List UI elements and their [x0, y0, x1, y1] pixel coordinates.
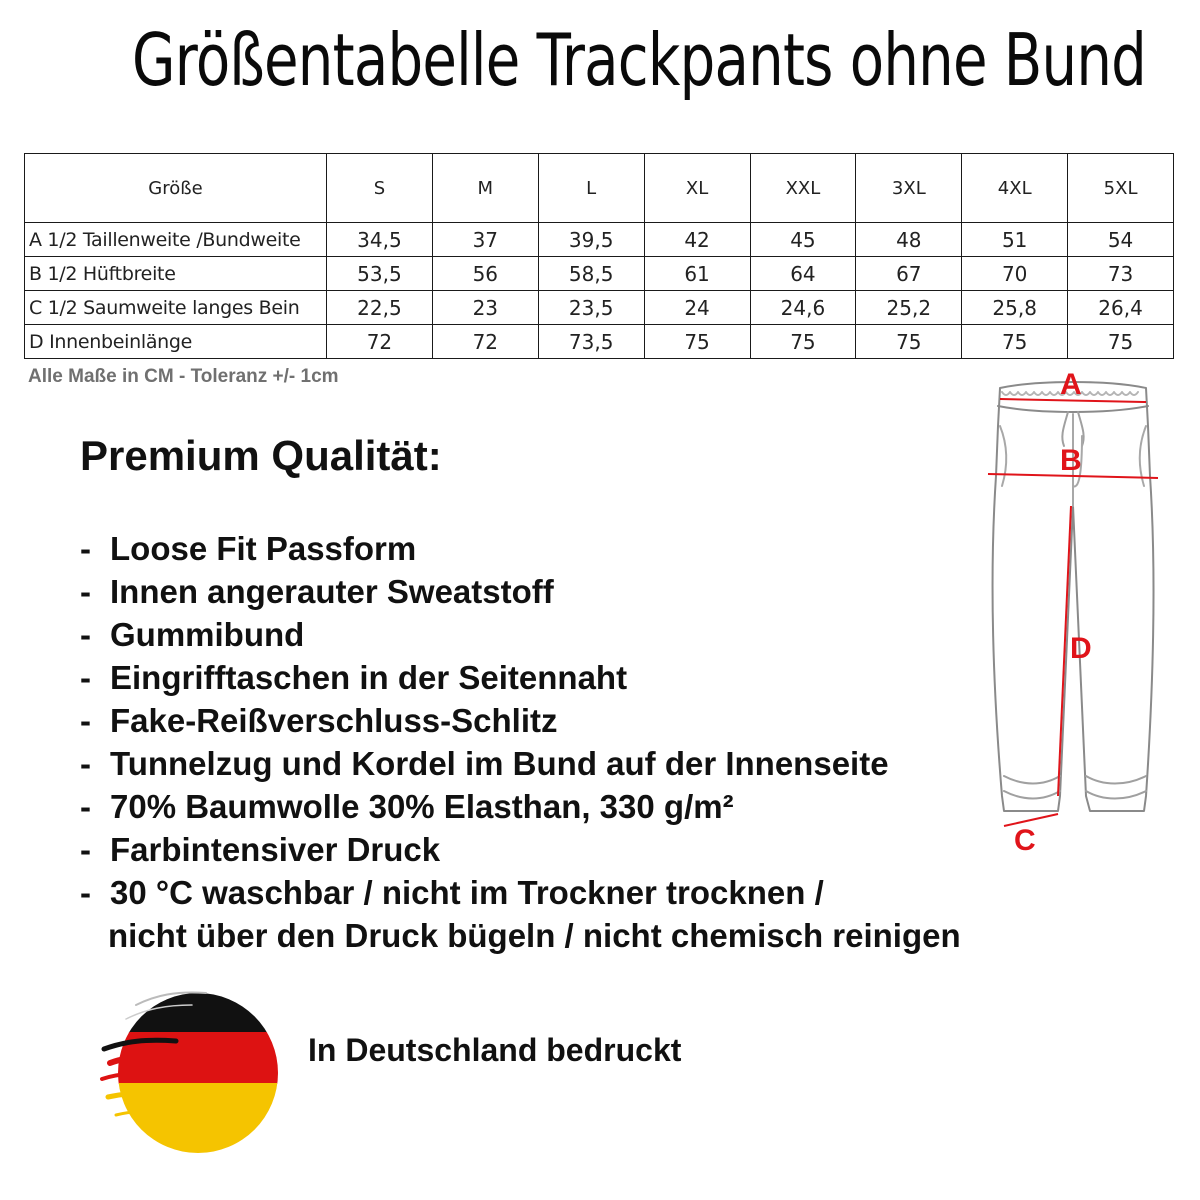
table-cell: 72	[432, 325, 538, 359]
left-pocket	[1000, 426, 1006, 486]
table-cell: 61	[644, 257, 750, 291]
table-cell: 73,5	[538, 325, 644, 359]
list-item	[80, 570, 1020, 613]
bullet-dash: -	[80, 874, 91, 911]
table-cell: 25,2	[856, 291, 962, 325]
feature-text: Innen angerauter Sweatstoff	[110, 573, 554, 610]
feature-text: Tunnelzug und Kordel im Bund auf der Innenseite	[110, 745, 889, 782]
bullet-dash: -	[80, 745, 91, 782]
row-label: B 1/2 Hüftbreite	[25, 257, 327, 291]
size-table-header	[25, 154, 1174, 223]
right-cuff	[1086, 776, 1146, 799]
header-cell-size: Größe	[25, 154, 327, 223]
table-cell: 67	[856, 257, 962, 291]
bullet-dash: -	[80, 788, 91, 825]
table-cell: 75	[1068, 325, 1174, 359]
waistband	[998, 406, 1148, 412]
germany-flag-brush-icon	[96, 975, 286, 1165]
header-cell-3xl: 3XL	[856, 154, 962, 223]
left-cuff	[1004, 776, 1060, 799]
table-cell: 75	[750, 325, 856, 359]
table-cell: 54	[1068, 223, 1174, 257]
label-d: D	[1070, 632, 1092, 665]
table-cell: 24,6	[750, 291, 856, 325]
size-table	[24, 153, 1174, 359]
table-cell: 53,5	[327, 257, 433, 291]
feature-text: Gummibund	[110, 616, 305, 653]
table-cell: 42	[644, 223, 750, 257]
bullet-dash: -	[80, 573, 91, 610]
page-title: Größentabelle Trackpants ohne Bund	[132, 18, 1147, 102]
feature-text-wrap	[110, 871, 961, 957]
list-item	[80, 785, 1020, 828]
quality-heading: Premium Qualität:	[80, 432, 442, 479]
label-c: C	[1014, 824, 1036, 857]
table-cell: 23	[432, 291, 538, 325]
table-row	[25, 257, 1174, 291]
list-item	[80, 613, 1020, 656]
table-cell: 45	[750, 223, 856, 257]
table-cell: 73	[1068, 257, 1174, 291]
feature-list	[80, 527, 1020, 957]
header-cell-l: L	[538, 154, 644, 223]
label-b: B	[1060, 444, 1082, 477]
printed-in-germany-text: In Deutschland bedruckt	[308, 1032, 682, 1068]
table-cell: 51	[962, 223, 1068, 257]
trackpants-diagram	[978, 366, 1168, 866]
tolerance-note: Alle Maße in CM - Toleranz +/- 1cm	[28, 366, 339, 387]
list-item	[80, 742, 1020, 785]
table-cell: 26,4	[1068, 291, 1174, 325]
feature-text: Fake-Reißverschluss-Schlitz	[110, 702, 558, 739]
header-cell-xl: XL	[644, 154, 750, 223]
row-label: A 1/2 Taillenweite /Bundweite	[25, 223, 327, 257]
table-cell: 56	[432, 257, 538, 291]
header-cell-4xl: 4XL	[962, 154, 1068, 223]
list-item	[80, 656, 1020, 699]
table-cell: 39,5	[538, 223, 644, 257]
table-cell: 25,8	[962, 291, 1068, 325]
list-item	[80, 871, 1020, 957]
label-a: A	[1060, 368, 1082, 401]
feature-text: Farbintensiver Druck	[110, 831, 441, 868]
table-cell: 75	[644, 325, 750, 359]
table-cell: 75	[962, 325, 1068, 359]
bullet-dash: -	[80, 659, 91, 696]
table-cell: 58,5	[538, 257, 644, 291]
header-cell-xxl: XXL	[750, 154, 856, 223]
table-cell: 75	[856, 325, 962, 359]
table-row	[25, 223, 1174, 257]
header-cell-5xl: 5XL	[1068, 154, 1174, 223]
table-cell: 64	[750, 257, 856, 291]
header-cell-s: S	[327, 154, 433, 223]
feature-text-continuation: nicht über den Druck bügeln / nicht chemisch reinigen	[108, 917, 961, 954]
table-cell: 37	[432, 223, 538, 257]
table-cell: 22,5	[327, 291, 433, 325]
list-item	[80, 527, 1020, 570]
table-cell: 34,5	[327, 223, 433, 257]
feature-text: 30 °C waschbar / nicht im Trockner trocknen /	[110, 874, 824, 911]
list-item	[80, 828, 1020, 871]
table-row	[25, 291, 1174, 325]
table-cell: 24	[644, 291, 750, 325]
bullet-dash: -	[80, 702, 91, 739]
table-row	[25, 325, 1174, 359]
bullet-dash: -	[80, 530, 91, 567]
table-cell: 72	[327, 325, 433, 359]
table-cell: 48	[856, 223, 962, 257]
feature-text: Loose Fit Passform	[110, 530, 417, 567]
feature-text: 70% Baumwolle 30% Elasthan, 330 g/m²	[110, 788, 734, 825]
feature-text: Eingrifftaschen in der Seitennaht	[110, 659, 628, 696]
header-cell-m: M	[432, 154, 538, 223]
table-cell: 23,5	[538, 291, 644, 325]
table-cell: 70	[962, 257, 1068, 291]
row-label: D Innenbeinlänge	[25, 325, 327, 359]
list-item	[80, 699, 1020, 742]
bullet-dash: -	[80, 831, 91, 868]
row-label: C 1/2 Saumweite langes Bein	[25, 291, 327, 325]
bullet-dash: -	[80, 616, 91, 653]
